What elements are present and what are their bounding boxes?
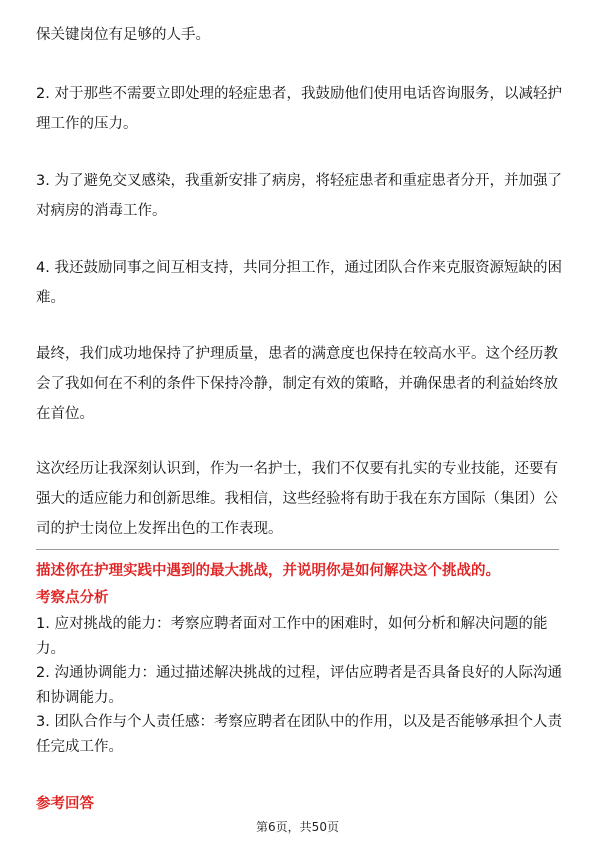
analysis-heading: 考察点分析 (36, 590, 109, 606)
question-heading: 描述你在护理实践中遇到的最大挑战，并说明你是如何解决这个挑战的。 (36, 563, 500, 579)
analysis-point: 3. 团队合作与个人责任感：考察应聘者在团队中的作用，以及是否能够承担个人责任完成工作。 (36, 714, 562, 755)
paragraph-point-2: 2. 对于那些不需要立即处理的轻症患者，我鼓励他们使用电话咨询服务，以减轻护理工作的压力。 (36, 86, 562, 132)
analysis-list (36, 612, 564, 759)
analysis-point: 2. 沟通协调能力：通过描述解决挑战的过程，评估应聘者是否具备良好的人际沟通和协调能力。 (36, 665, 562, 706)
analysis-point: 1. 应对挑战的能力：考察应聘者面对工作中的困难时，如何分析和解决问题的能力。 (36, 616, 548, 657)
paragraph-outcome: 最终，我们成功地保持了护理质量，患者的满意度也保持在较高水平。这个经历教会了我如何在不利的条件下保持冷静，制定有效的策略，并确保患者的利益始终放在首位。 (36, 346, 558, 422)
paragraph-point-3: 3. 为了避免交叉感染，我重新安排了病房，将轻症患者和重症患者分开，并加强了对病房的消毒工作。 (36, 173, 562, 219)
section-divider (36, 549, 559, 550)
paragraph-conclusion: 这次经历让我深刻认识到，作为一名护士，我们不仅要有扎实的专业技能，还要有强大的适应能力和创新思维。我相信，这些经验将有助于我在东方国际（集团）公司的护士岗位上发挥出色的工作表现。 (36, 461, 558, 537)
page-number: 第6页，共50页 (256, 820, 339, 834)
paragraph-point-4: 4. 我还鼓励同事之间互相支持，共同分担工作，通过团队合作来克服资源短缺的困难。 (36, 260, 562, 306)
paragraph-continuation: 保关键岗位有足够的人手。 (36, 27, 210, 43)
answer-heading: 参考回答 (36, 796, 94, 812)
